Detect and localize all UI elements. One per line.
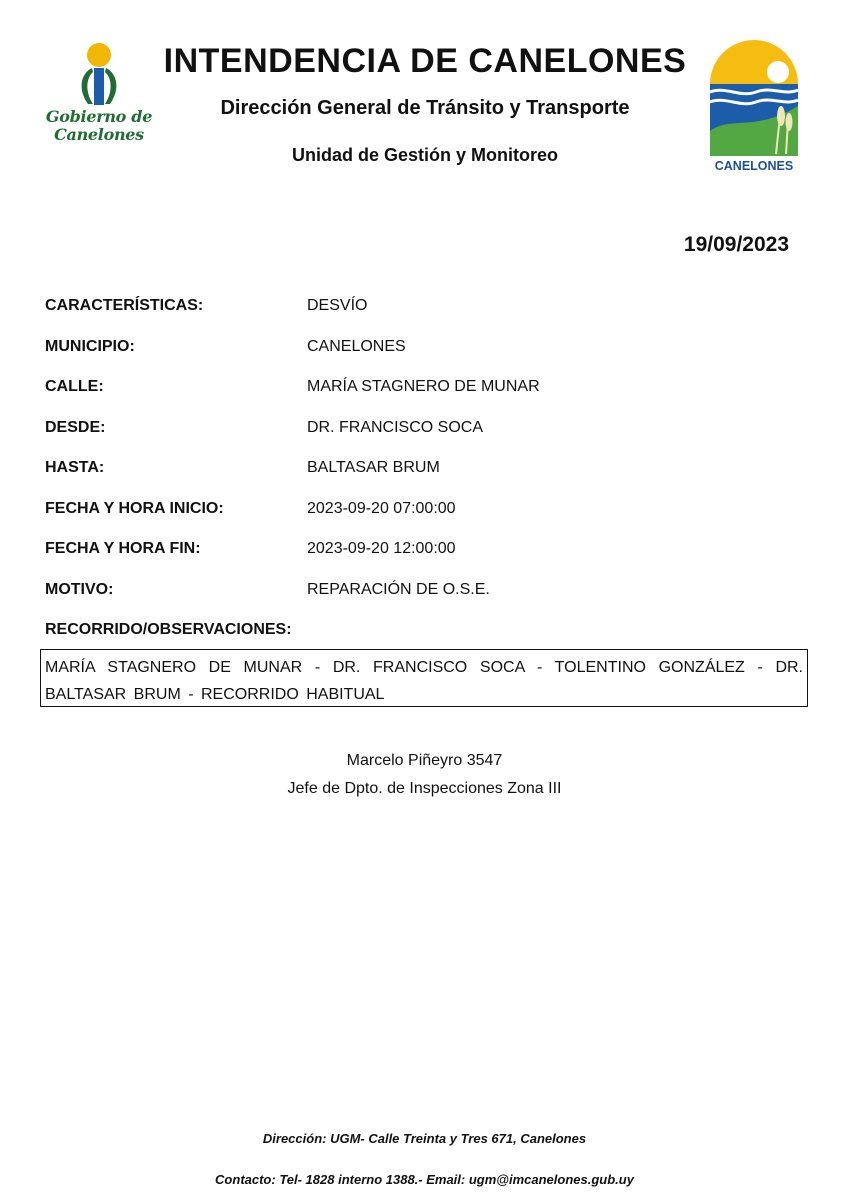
- footer-address: Dirección: UGM- Calle Treinta y Tres 671, Canelones: [262, 1131, 587, 1146]
- field-label: MUNICIPIO:: [45, 338, 135, 355]
- field-value: MARÍA STAGNERO DE MUNAR: [307, 378, 540, 395]
- canelones-person-icon: [72, 42, 126, 106]
- footer-contact: Contacto: Tel- 1828 interno 1388.- Email: ugm@imcanelones.gub.uy: [215, 1172, 634, 1187]
- field-label: CARACTERÍSTICAS:: [45, 297, 204, 314]
- unit-name: Unidad de Gestión y Monitoreo: [291, 145, 558, 165]
- field-label: FECHA Y HORA FIN:: [45, 540, 201, 557]
- left-logo-text-line1: Gobierno de: [45, 107, 153, 126]
- observations-box: MARÍA STAGNERO DE MUNAR - DR. FRANCISCO SOCA - TOLENTINO GONZÁLEZ - DR. BALTASAR BRUM - RECORRIDO HABITUAL: [40, 649, 808, 707]
- document-date: 19/09/2023: [683, 233, 789, 256]
- page-title: INTENDENCIA DE CANELONES: [163, 42, 687, 80]
- field-label: CALLE:: [45, 378, 104, 395]
- canelones-emblem-logo: [706, 36, 802, 178]
- field-value: 2023-09-20 07:00:00: [307, 500, 456, 517]
- field-value: 2023-09-20 12:00:00: [307, 540, 456, 557]
- left-logo-text-line2: Canelones: [54, 125, 144, 144]
- gobierno-de-canelones-logo: [44, 42, 154, 147]
- page-subtitle: Dirección General de Tránsito y Transporte: [220, 97, 630, 119]
- field-label: FECHA Y HORA INICIO:: [45, 500, 224, 517]
- signature-role: Jefe de Dpto. de Inspecciones Zona III: [287, 780, 562, 797]
- field-value: BALTASAR BRUM: [307, 459, 440, 476]
- field-value: DESVÍO: [307, 297, 368, 314]
- signature-name: Marcelo Piñeyro 3547: [346, 752, 503, 769]
- field-value: CANELONES: [307, 338, 406, 355]
- observations-label: RECORRIDO/OBSERVACIONES:: [45, 621, 292, 638]
- field-value: DR. FRANCISCO SOCA: [307, 419, 484, 436]
- canelones-emblem-icon: [706, 36, 802, 156]
- right-logo-text: CANELONES: [714, 159, 794, 173]
- field-label: HASTA:: [45, 459, 105, 476]
- field-label: DESDE:: [45, 419, 106, 436]
- field-label: MOTIVO:: [45, 581, 114, 598]
- field-value: REPARACIÓN DE O.S.E.: [307, 581, 490, 598]
